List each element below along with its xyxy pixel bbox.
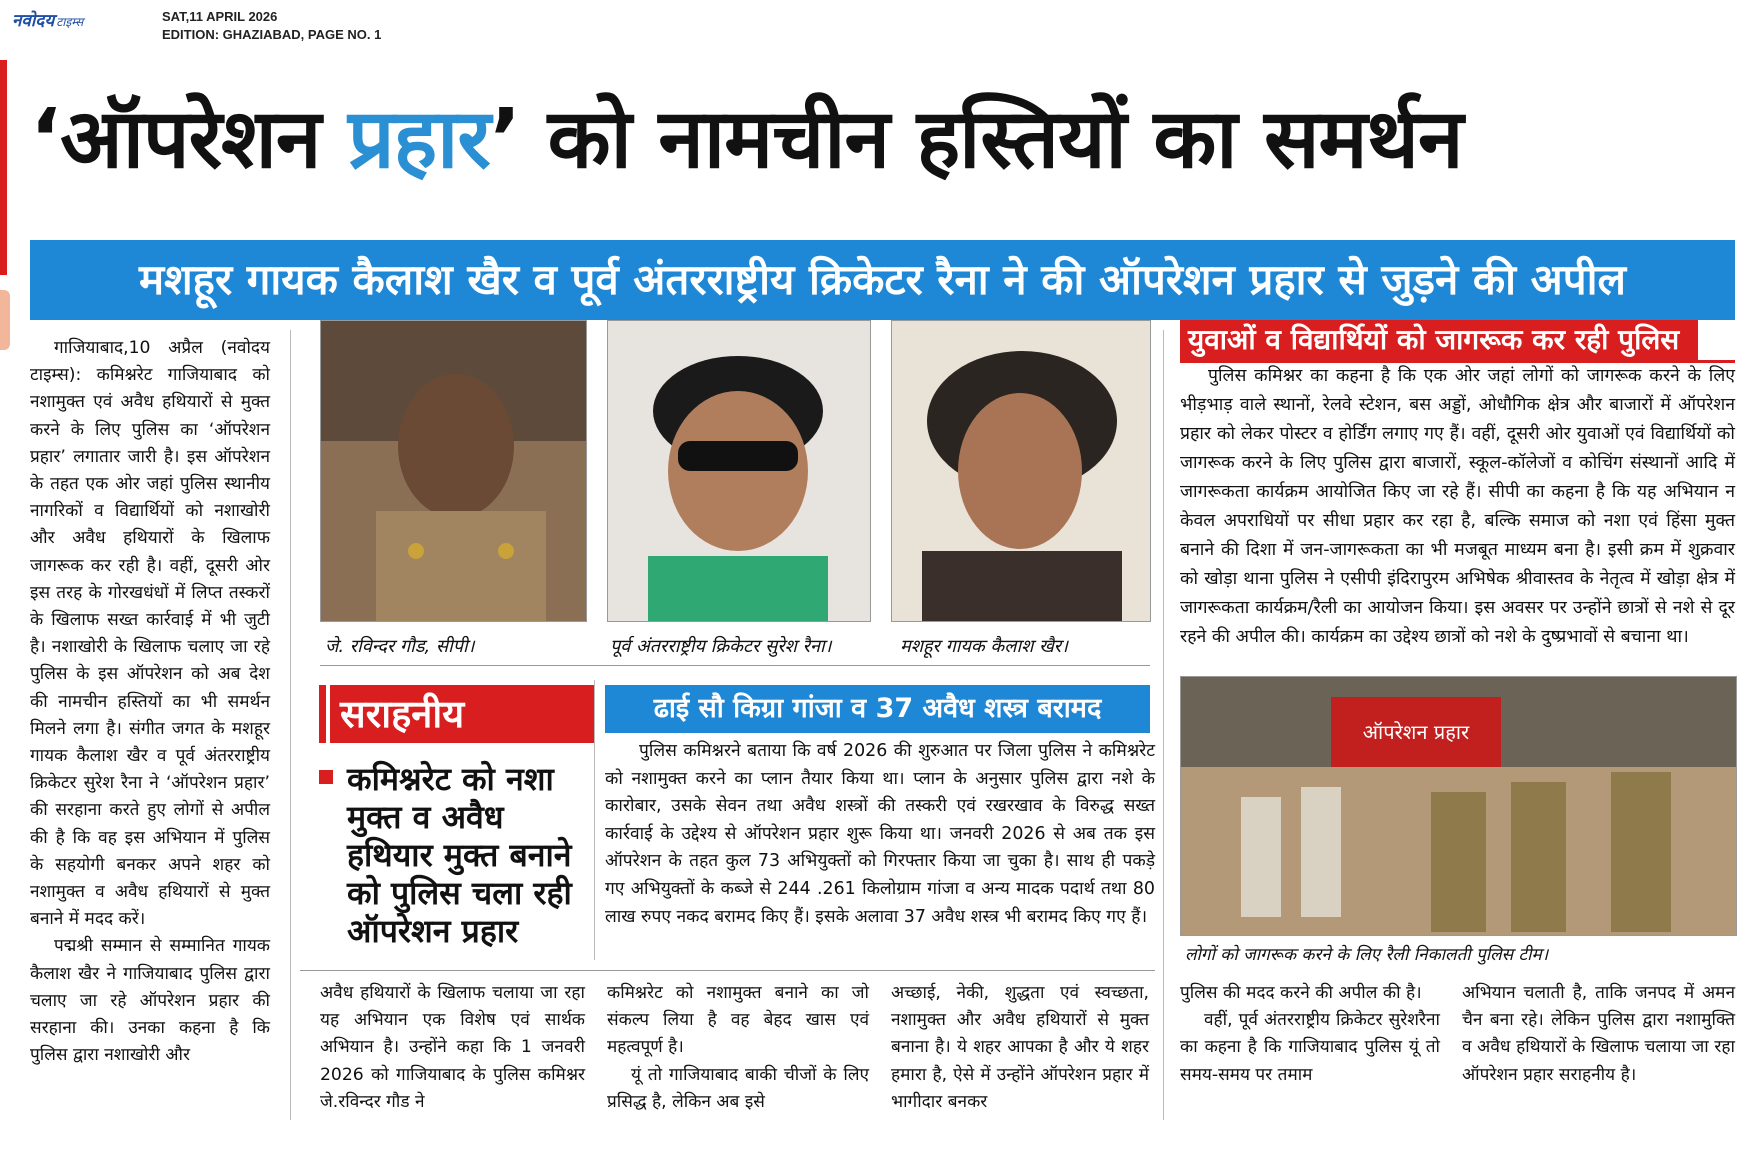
page-headline — [30, 85, 1735, 195]
bottom-column — [891, 980, 1149, 1116]
recovery-paragraph: पुलिस कमिश्नरने बताया कि वर्ष 2026 की शुरुआत पर जिला पुलिस ने कमिश्नरेट को नशामुक्त करने का प्लान तैयार किया था। प्लान के अनुसार पुलिस द्वारा नशे के कारोबार, उसके सेवन तथा अवैध शस्त्रों की तस्करी एवं रखरखाव के विरुद्ध सख्त कार्रवाई के उद्देश्य से ऑपरेशन प्रहार शुरू किया था। जनवरी 2026 से अब तक इस ऑपरेशन के तहत कुल 73 अभियुक्तों को गिरफ्तार किया जा चुका है। साथ ही पकड़े गए अभियुक्तों के कब्जे से 244 .261 किलोग्राम गांजा व अन्य मादक पदार्थ तथा 80 लाख रुपए नकद बरामद किए हैं। इसके अलावा 37 अवैध शस्त्र भी बरामद किए गए हैं। — [605, 741, 1155, 927]
column-divider — [1163, 330, 1164, 1120]
bottom-column — [320, 980, 585, 1116]
commissioner-photo-illustration — [321, 321, 586, 621]
side-story-text — [1180, 362, 1735, 652]
logo-main: नवोदय — [12, 11, 55, 31]
bottom-column-paragraph: वहीं, पूर्व अंतरराष्ट्रीय क्रिकेटर सुरेशरैना का कहना है कि गाजियाबाद पुलिस यूं तो समय-समय पर तमाम — [1180, 1010, 1440, 1085]
column-divider — [290, 330, 291, 1120]
section-divider — [300, 970, 1155, 971]
recovery-title: ढाई सौ किग्रा गांजा व 37 अवैध शस्त्र बरामद — [605, 685, 1150, 733]
photo-caption: पूर्व अंतरराष्ट्रीय क्रिकेटर सुरेश रैना। — [610, 636, 832, 657]
photo-police-rally — [1180, 676, 1737, 936]
bottom-column-paragraph: अच्छाई, नेकी, शुद्धता एवं स्वच्छता, नशामुक्त और अवैध हथियारों से मुक्त बनाना है। ये शहर आपका है और ये शहर हमारा है, ऐसे में उन्होंने ऑपरेशन प्रहार में भागीदार बनकर — [891, 983, 1149, 1112]
sarahniya-accent-bar — [319, 685, 326, 743]
logo-sub: टाइम्स — [56, 15, 84, 29]
bottom-column-paragraph: पुलिस की मदद करने की अपील की है। — [1180, 983, 1422, 1003]
left-edge-tab — [0, 290, 10, 350]
bottom-column-paragraph: कमिश्नरेट को नशामुक्त बनाने का जो संकल्प लिया है वह बेहद खास एवं महत्वपूर्ण है। — [607, 983, 869, 1058]
bottom-column-paragraph: अभियान चलाती है, ताकि जनपद में अमन चैन बना रहे। लेकिन पुलिस द्वारा नशामुक्ति व अवैध हथियारों के खिलाफ चलाया जा रहा ऑपरेशन प्रहार सराहनीय है। — [1462, 983, 1735, 1085]
photo-caption: जे. रविन्दर गौड, सीपी। — [325, 636, 475, 657]
subheadline-banner: मशहूर गायक कैलाश खैर व पूर्व अंतरराष्ट्रीय क्रिकेटर रैना ने की ऑपरेशन प्रहार से जुड़ने की अपील — [30, 240, 1735, 320]
sarahniya-text: कमिश्नरेट को नशा मुक्त व अवैध हथियार मुक्त बनाने को पुलिस चला रही ऑपरेशन प्रहार — [347, 760, 572, 950]
rally-photo-caption: लोगों को जागरूक करने के लिए रैली निकालती पुलिस टीम। — [1185, 945, 1549, 965]
bottom-column-paragraph: यूं तो गाजियाबाद बाकी चीजों के लिए प्रसिद्ध है, लेकिन अब इसे — [607, 1064, 869, 1112]
headline-part1: ‘ऑपरेशन — [30, 92, 348, 187]
edition-meta — [162, 8, 381, 44]
bottom-column — [607, 980, 869, 1116]
edition-info: EDITION: GHAZIABAD, PAGE NO. 1 — [162, 27, 382, 42]
bullet-square — [319, 770, 333, 784]
headline-accent: प्रहार — [347, 92, 490, 187]
singer-photo-illustration — [892, 321, 1150, 621]
bottom-column — [1180, 980, 1440, 1089]
photo-singer — [891, 320, 1151, 622]
bottom-column — [1462, 980, 1735, 1089]
cricketer-photo-illustration — [608, 321, 870, 621]
side-story-paragraph: पुलिस कमिश्नर का कहना है कि एक ओर जहां लोगों को जागरूक करने के लिए भीड़भाड़ वाले स्थानों, रेलवे स्टेशन, बस अड्डों, ओधौगिक क्षेत्र और बाजारों में ऑपरेशन प्रहार को लेकर पोस्टर व होर्डिंग लगाए गए हैं। वहीं, दूसरी ओर युवाओं एवं विद्यार्थियों को जागरूक करने के लिए पुलिस द्वारा बाजारों, स्कूल-कॉलेजों व कोचिंग संस्थानों आदि में जागरूकता कार्यक्रम आयोजित किए जा रहे हैं। सीपी का कहना है कि यह अभियान न केवल अपराधियों पर सीधा प्रहार कर रहा है, बल्कि समाज को नशा एवं हिंसा मुक्त बनाने की दिशा में जन-जागरूकता का भी मजबूत माध्यम बना है। इसी क्रम में शुक्रवार को खोड़ा थाना पुलिस ने एसीपी इंदिरापुरम अभिषेक श्रीवास्तव के नेतृत्व में खोड़ा क्षेत्र में जागरूकता कार्यक्रम/रैली का आयोजन किया। इस अवसर पर उन्होंने छात्रों से नशे से दूर रहने की अपील की। कार्यक्रम का उद्देश्य छात्रों को नशे के दुष्प्रभावों से बचाना था। — [1180, 366, 1735, 647]
newspaper-logo — [12, 8, 83, 31]
photo-cricketer — [607, 320, 871, 622]
left-column-paragraph: पद्मश्री सम्मान से सम्मानित गायक कैलाश खैर ने गाजियाबाद पुलिस द्वारा चलाए जा रहे ऑपरेशन प्रहार की सरहाना की। उनका कहना है कि पुलिस द्वारा नशाखोरी और — [30, 936, 270, 1066]
photo-commissioner — [320, 320, 587, 622]
issue-date: SAT,11 APRIL 2026 — [162, 9, 278, 24]
sarahniya-label: सराहनीय — [330, 685, 595, 743]
left-column — [30, 335, 270, 1069]
headline-part2: ’ को नामचीन हस्तियों का समर्थन — [489, 92, 1463, 187]
photo-caption: मशहूर गायक कैलाश खैर। — [900, 636, 1068, 657]
left-column-paragraph: गाजियाबाद,10 अप्रैल (नवोदय टाइम्स): कमिश्नरेट गाजियाबाद को नशामुक्त एवं अवैध हथियारों से मुक्त करने के लिए पुलिस का ‘ऑपरेशन प्रहार’ लगातार जारी है। इस ऑपरेशन के तहत एक ओर जहां पुलिस स्थानीय नागरिकों व विद्यार्थियों को नशाखोरी और अवैध हथियारों के खिलाफ जागरूक कर रही है। वहीं, दूसरी ओर इस तरह के गोरखधंधों में लिप्त तस्करों के खिलाफ सख्त कार्रवाई में भी जुटी है। नशाखोरी के खिलाफ चलाए जा रहे पुलिस के इस ऑपरेशन को अब देश की नामचीन हस्तियों का भी समर्थन मिलने लगा है। संगीत जगत के मशहूर गायक कैलाश खैर व पूर्व अंतरराष्ट्रीय क्रिकेटर सुरेश रैना ने ‘ऑपरेशन प्रहार’ की सरहाना करते हुए लोगों से अपील की है कि वह इस अभियान में पुलिस के सहयोगी बनकर अपने शहर को नशामुक्त व अवैध हथियारों से मुक्त बनाने में मदद करें। — [30, 338, 270, 930]
section-divider — [320, 665, 1150, 666]
recovery-text — [605, 738, 1155, 931]
rally-banner-text: ऑपरेशन प्रहार — [1362, 720, 1470, 744]
side-story-title: युवाओं व विद्यार्थियों को जागरूक कर रही पुलिस — [1180, 320, 1698, 360]
column-divider — [594, 680, 595, 960]
left-edge-decoration — [0, 60, 7, 275]
bottom-column-paragraph: अवैध हथियारों के खिलाफ चलाया जा रहा यह अभियान एक विशेष एवं सार्थक अभियान है। उन्होंने कहा कि 1 जनवरी 2026 को गाजियाबाद के पुलिस कमिश्नर जे.रविन्दर गौड ने — [320, 983, 585, 1112]
rally-photo-illustration — [1181, 677, 1736, 935]
